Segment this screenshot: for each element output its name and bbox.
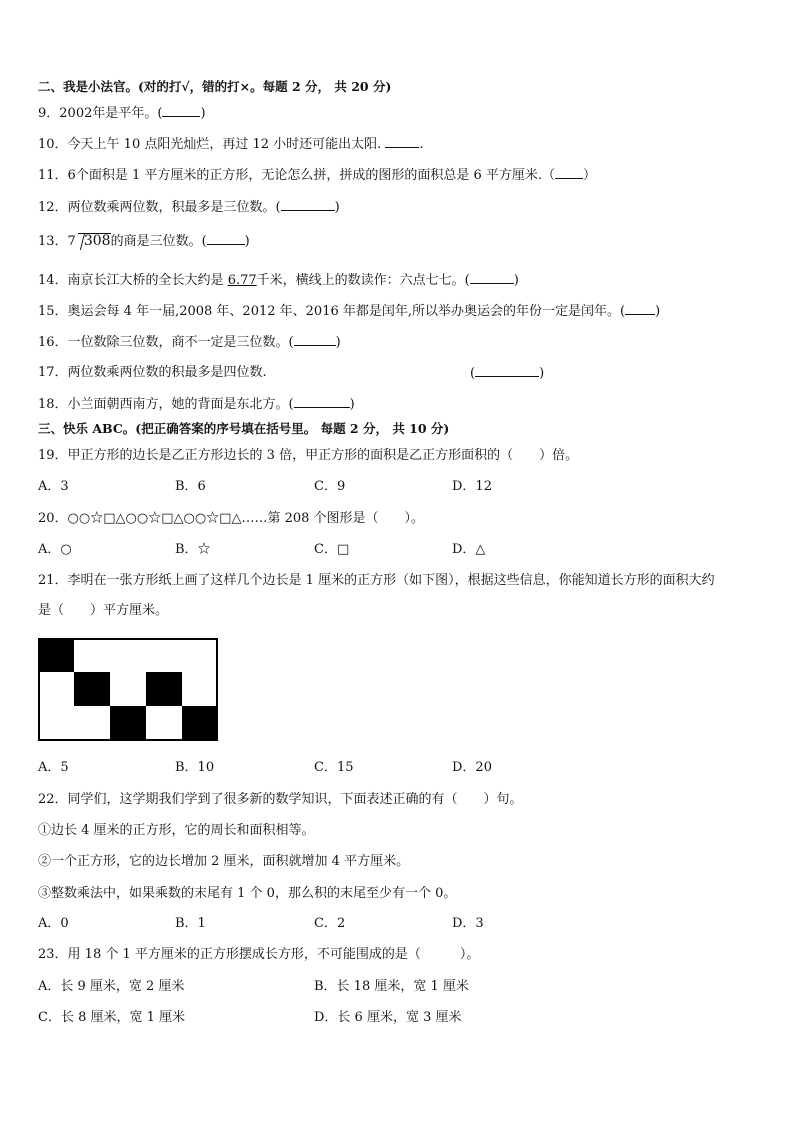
long-division-symbol bbox=[78, 233, 111, 248]
dividend: 308 bbox=[83, 233, 111, 249]
q23-option-d[interactable]: D．长 6 厘米，宽 3 厘米 bbox=[314, 1010, 462, 1025]
question-21-line2: 是（ ）平方厘米。 bbox=[38, 603, 169, 618]
question-14 bbox=[38, 271, 519, 290]
answer-blank[interactable] bbox=[470, 271, 514, 284]
q22-statement-1: ①边长 4 厘米的正方形，它的周长和面积相等。 bbox=[38, 823, 315, 838]
q19-option-b[interactable]: B．6 bbox=[175, 479, 206, 494]
question-17-answer bbox=[470, 364, 544, 383]
bracket-close: ) bbox=[513, 273, 519, 288]
question-number: 11． bbox=[38, 168, 68, 183]
q21-option-a[interactable]: A．5 bbox=[38, 760, 69, 775]
black-square bbox=[74, 672, 110, 706]
bracket-close: ） bbox=[583, 168, 597, 183]
q20-option-d[interactable]: D．△ bbox=[452, 542, 486, 557]
q22-option-a[interactable]: A．0 bbox=[38, 916, 69, 931]
q19-option-d[interactable]: D．12 bbox=[452, 479, 492, 494]
bracket-close: ) bbox=[334, 200, 340, 215]
q19-option-a[interactable]: A．3 bbox=[38, 479, 69, 494]
question-text: 奥运会每 4 年一届,2008 年、2012 年、2016 年都是闰年,所以举办奥运会的年份一定是闰年。( bbox=[67, 304, 626, 319]
q20-option-c[interactable]: C．□ bbox=[314, 542, 350, 557]
question-number: 12． bbox=[38, 200, 68, 215]
question-21-line1: 21．李明在一张方形纸上画了这样几个边长是 1 厘米的正方形（如下图），根据这些信息，你能知道长方形的面积大约 bbox=[38, 573, 715, 588]
q22-option-d[interactable]: D．3 bbox=[452, 916, 484, 931]
question-number: 15． bbox=[38, 304, 68, 319]
question-number: 13． bbox=[38, 234, 68, 249]
q23-option-a[interactable]: A．长 9 厘米，宽 2 厘米 bbox=[38, 979, 185, 994]
answer-blank[interactable] bbox=[294, 333, 336, 346]
q21-option-c[interactable]: C．15 bbox=[314, 760, 354, 775]
question-12 bbox=[38, 198, 340, 217]
answer-blank[interactable] bbox=[555, 166, 583, 179]
question-18 bbox=[38, 395, 355, 414]
question-9 bbox=[38, 104, 206, 123]
bracket-open: ( bbox=[470, 366, 476, 381]
question-19: 19．甲正方形的边长是乙正方形边长的 3 倍，甲正方形的面积是乙正方形面积的（ ）倍。 bbox=[38, 448, 579, 463]
q22-statement-2: ②一个正方形，它的边长增加 2 厘米，面积就增加 4 平方厘米。 bbox=[38, 854, 410, 869]
question-number: 9． bbox=[38, 106, 60, 121]
section3-heading: 三、快乐 ABC。(把正确答案的序号填在括号里。 每题 2 分， 共 10 分) bbox=[38, 421, 450, 436]
answer-blank[interactable] bbox=[294, 395, 350, 408]
q20-option-a[interactable]: A．○ bbox=[38, 542, 72, 557]
question-text: 小兰面朝西南方，她的背面是东北方。( bbox=[67, 397, 294, 412]
question-number: 10． bbox=[38, 137, 68, 152]
question-number: 14． bbox=[38, 273, 68, 288]
question-13 bbox=[38, 232, 250, 251]
q22-option-b[interactable]: B．1 bbox=[175, 916, 206, 931]
bracket-close: ) bbox=[539, 366, 545, 381]
answer-blank[interactable] bbox=[475, 364, 539, 377]
question-15 bbox=[38, 302, 660, 321]
question-text: 两位数乘两位数的积最多是四位数. bbox=[67, 365, 267, 380]
bracket-close: ) bbox=[244, 234, 250, 249]
black-square bbox=[110, 706, 146, 740]
black-square bbox=[39, 639, 74, 672]
divisor: 7 bbox=[67, 234, 76, 249]
q21-option-b[interactable]: B．10 bbox=[175, 760, 215, 775]
q22-statement-3: ③整数乘法中，如果乘数的末尾有 1 个 0，那么积的末尾至少有一个 0。 bbox=[38, 886, 457, 901]
answer-blank[interactable] bbox=[385, 135, 419, 148]
q23-option-b[interactable]: B．长 18 厘米，宽 1 厘米 bbox=[314, 979, 469, 994]
question-text: 今天上午 10 点阳光灿烂，再过 12 小时还可能出太阳. bbox=[67, 137, 382, 152]
question-22: 22．同学们，这学期我们学到了很多新的数学知识，下面表述正确的有（ ）句。 bbox=[38, 792, 523, 807]
question-text: 一位数除三位数，商不一定是三位数。( bbox=[67, 335, 294, 350]
question-text: 2002年是平年。( bbox=[59, 106, 163, 121]
answer-blank[interactable] bbox=[281, 198, 335, 211]
question-17 bbox=[38, 364, 267, 382]
question-23: 23．用 18 个 1 平方厘米的正方形摆成长方形，不可能围成的是（ ）。 bbox=[38, 947, 480, 962]
question-text: 6个面积是 1 平方厘米的正方形，无论怎么拼，拼成的图形的面积总是 6 平方厘米.（ bbox=[67, 168, 556, 183]
question-text: 的商是三位数。( bbox=[110, 234, 207, 249]
question-number: 17． bbox=[38, 365, 68, 380]
q20-option-b[interactable]: B．☆ bbox=[175, 542, 211, 557]
question-text: 两位数乘两位数，积最多是三位数。( bbox=[67, 200, 281, 215]
section2-heading: 二、我是小法官。(对的打√，错的打×。每题 2 分， 共 20 分) bbox=[38, 79, 392, 94]
answer-blank[interactable] bbox=[162, 104, 200, 117]
q23-option-c[interactable]: C．长 8 厘米，宽 1 厘米 bbox=[38, 1010, 186, 1025]
question-11 bbox=[38, 166, 596, 185]
bracket-close: ) bbox=[655, 304, 661, 319]
answer-blank[interactable] bbox=[207, 232, 245, 245]
underlined-number: 6.77 bbox=[227, 273, 257, 288]
bracket-close: ) bbox=[200, 106, 206, 121]
black-square bbox=[146, 672, 182, 706]
question-text: 千米，横线上的数读作：六点七七。( bbox=[256, 273, 470, 288]
black-square bbox=[182, 706, 217, 740]
period: . bbox=[419, 137, 424, 152]
bracket-close: ) bbox=[349, 397, 355, 412]
bracket-close: ) bbox=[335, 335, 341, 350]
question-text: 南京长江大桥的全长大约是 bbox=[67, 273, 228, 288]
answer-blank[interactable] bbox=[625, 302, 655, 315]
question-20: 20．○○☆□△○○☆□△○○☆□△……第 208 个图形是（ ）。 bbox=[38, 511, 425, 526]
question-number: 16． bbox=[38, 335, 68, 350]
question-16 bbox=[38, 333, 341, 352]
q22-option-c[interactable]: C．2 bbox=[314, 916, 346, 931]
question-10 bbox=[38, 135, 424, 154]
rectangle-squares-figure bbox=[38, 638, 218, 742]
q19-option-c[interactable]: C．9 bbox=[314, 479, 346, 494]
q21-option-d[interactable]: D．20 bbox=[452, 760, 492, 775]
question-number: 18． bbox=[38, 397, 68, 412]
